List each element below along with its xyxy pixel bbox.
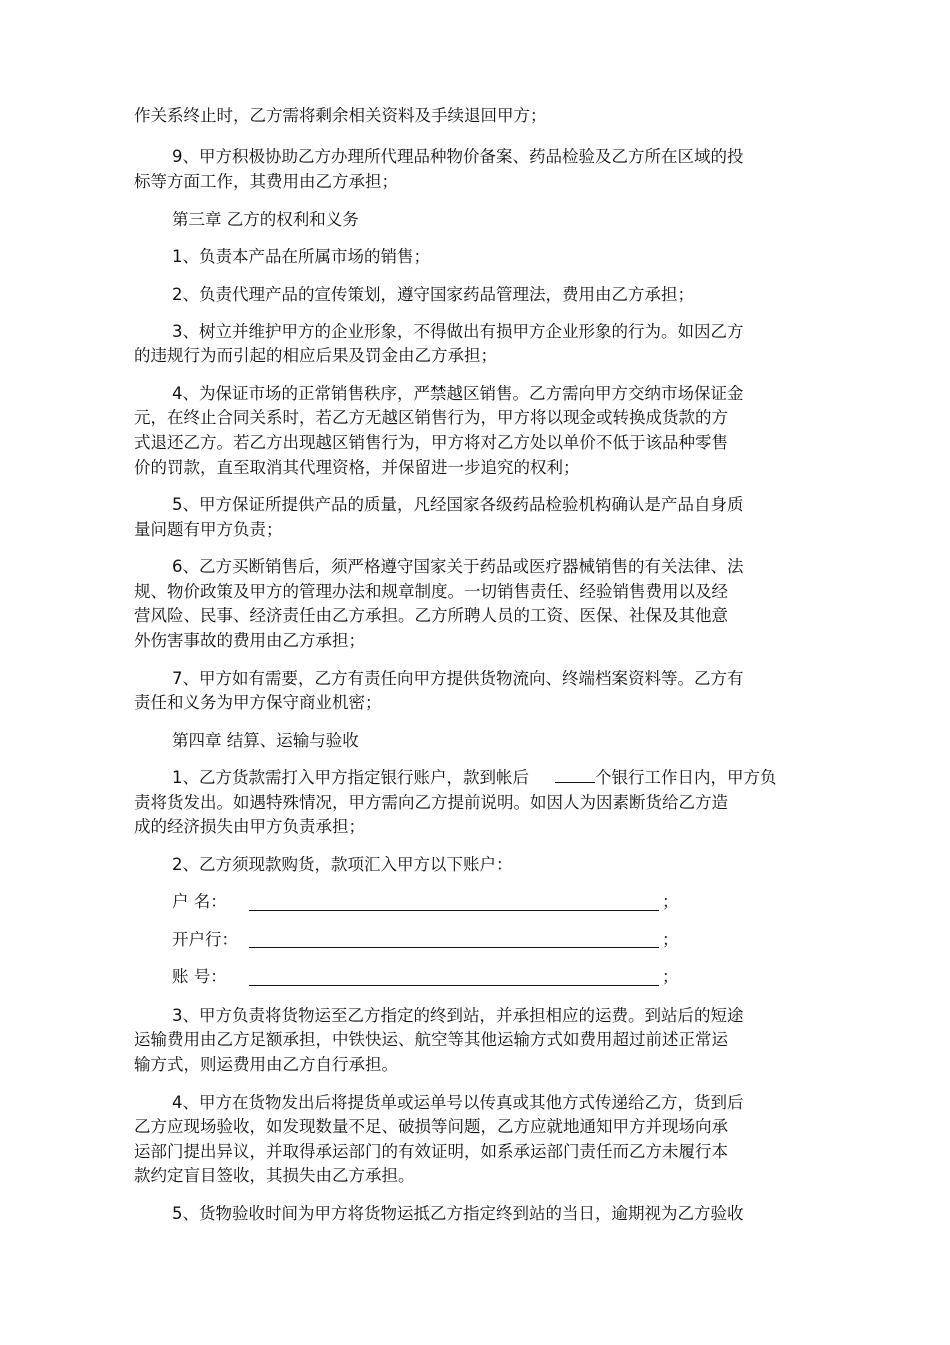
text-line: 9、甲方积极协助乙方办理所代理品种物价备案、药品检验及乙方所在区域的投 (172, 147, 744, 166)
text-line: 7、甲方如有需要，乙方有责任向甲方提供货物流向、终端档案资料等。乙方有 (172, 669, 744, 688)
text-line: 元，在终止合同关系时，若乙方无越区销售行为，甲方将以现金或转换成货款的方 (134, 408, 728, 427)
text-line: 价的罚款，直至取消其代理资格，并保留进一步追究的权利； (134, 458, 580, 477)
text-line: 2、乙方须现款购货，款项汇入甲方以下账户： (172, 855, 513, 874)
text-line: 乙方应现场验收，如发现数量不足、破损等问题，乙方应就地通知甲方并现场向承 (134, 1117, 728, 1136)
text-line: 的违规行为而引起的相应后果及罚金由乙方承担； (134, 346, 497, 365)
semicolon: ； (662, 930, 679, 949)
field-label-account-number: 账 号： (172, 967, 227, 986)
text-line: 5、货物验收时间为甲方将货物运抵乙方指定终到站的当日，逾期视为乙方验收 (172, 1204, 744, 1223)
text-line: 外伤害事故的费用由乙方承担； (134, 631, 365, 650)
text-line: 营风险、民事、经济责任由乙方承担。乙方所聘人员的工资、医保、社保及其他意 (134, 606, 728, 625)
semicolon: ； (662, 967, 679, 986)
text-line: 6、乙方买断销售后，须严格遵守国家关于药品或医疗器械销售的有关法律、法 (172, 557, 744, 576)
text-segment: 1、乙方货款需打入甲方指定银行账户，款到帐后 (172, 768, 529, 787)
text-line: 作关系终止时，乙方需将剩余相关资料及手续退回甲方； (134, 106, 547, 125)
text-line: 标等方面工作，其费用由乙方承担； (134, 172, 398, 191)
text-line: 规、物价政策及甲方的管理办法和规章制度。一切销售责任、经验销售费用以及经 (134, 582, 728, 601)
text-line: 量问题有甲方负责； (134, 520, 283, 539)
account-name-blank (249, 910, 659, 911)
field-label-account-name: 户 名： (172, 892, 227, 911)
field-label-bank: 开户行： (172, 930, 238, 949)
text-line: 1、负责本产品在所属市场的销售； (172, 247, 430, 266)
text-line: 运输费用由乙方足额承担，中铁快运、航空等其他运输方式如费用超过前述正常运 (134, 1030, 728, 1049)
chapter-heading: 第三章 乙方的权利和义务 (172, 210, 359, 229)
text-line (172, 768, 777, 788)
text-line: 2、负责代理产品的宣传策划，遵守国家药品管理法，费用由乙方承担； (172, 285, 694, 304)
text-line: 3、甲方负责将货物运至乙方指定的终到站，并承担相应的运费。到站后的短途 (172, 1006, 744, 1025)
text-line: 3、树立并维护甲方的企业形象，不得做出有损甲方企业形象的行为。如因乙方 (172, 322, 744, 341)
fill-in-blank (555, 768, 595, 783)
text-line: 式退还乙方。若乙方出现越区销售行为，甲方将对乙方处以单价不低于该品种零售 (134, 433, 728, 452)
text-line: 成的经济损失由甲方负责承担； (134, 817, 365, 836)
text-line: 4、甲方在货物发出后将提货单或运单号以传真或其他方式传递给乙方，货到后 (172, 1093, 744, 1112)
semicolon: ； (662, 892, 679, 911)
text-line: 输方式，则运费用由乙方自行承担。 (134, 1055, 398, 1074)
bank-blank (249, 947, 659, 948)
text-segment: 个银行工作日内，甲方负 (595, 768, 777, 787)
account-number-blank (249, 985, 659, 986)
text-line: 责将货发出。如遇特殊情况，甲方需向乙方提前说明。如因人为因素断货给乙方造 (134, 793, 728, 812)
text-line: 4、为保证市场的正常销售秩序，严禁越区销售。乙方需向甲方交纳市场保证金 (172, 384, 744, 403)
text-line: 款约定盲目签收，其损失由乙方承担。 (134, 1166, 415, 1185)
text-line: 运部门提出异议，并取得承运部门的有效证明，如系承运部门责任而乙方未履行本 (134, 1142, 728, 1161)
text-line: 5、甲方保证所提供产品的质量，凡经国家各级药品检验机构确认是产品自身质 (172, 495, 744, 514)
text-line: 责任和义务为甲方保守商业机密； (134, 693, 382, 712)
chapter-heading: 第四章 结算、运输与验收 (172, 731, 359, 750)
